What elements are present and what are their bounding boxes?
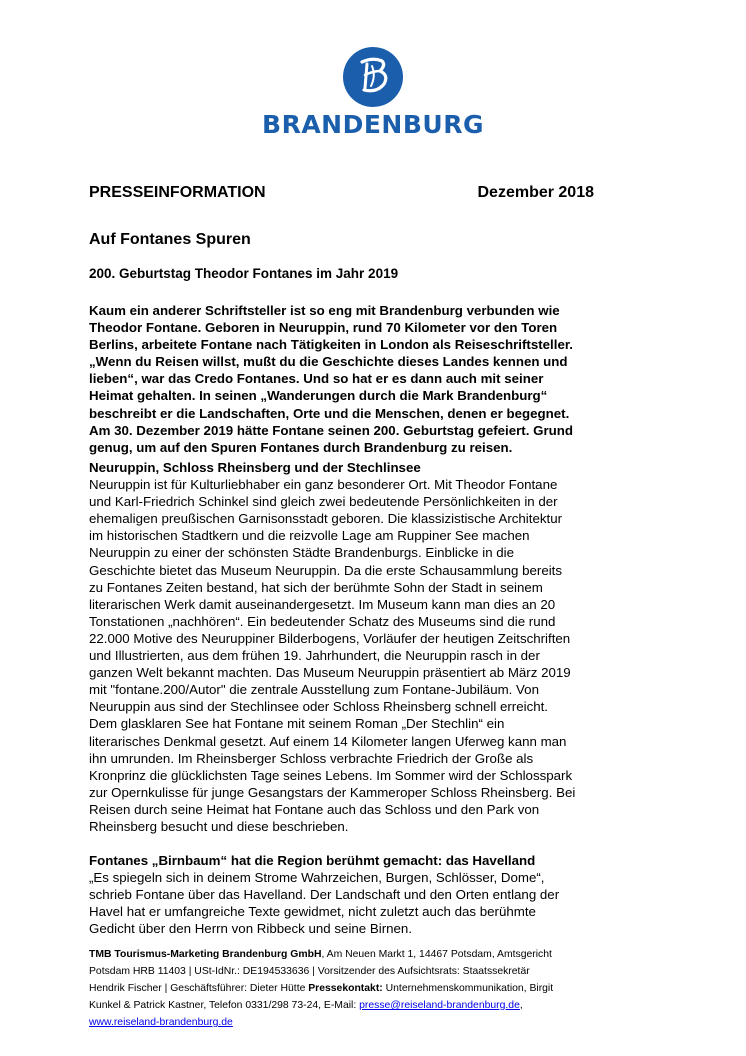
body-line: Neuruppin ist für Kulturliebhaber ein ganz besonderer Ort. Mit Theodor Fontane xyxy=(89,477,558,493)
body-line: mit "fontane.200/Autor" die zentrale Ausstellung zum Fontane-Jubiläum. Von xyxy=(89,682,539,698)
lead-line: genug, um auf den Spuren Fontanes durch Brandenburg zu reisen. xyxy=(89,439,513,455)
body-line: und Illustrierten, aus dem frühen 19. Jahrhundert, die Neuruppin rasch in der xyxy=(89,648,540,664)
footer-website-link[interactable]: www.reiseland-brandenburg.de xyxy=(89,1017,233,1028)
press-label: PRESSEINFORMATION xyxy=(89,184,266,201)
body-line: Gedicht über den Herrn von Ribbeck und seine Birnen. xyxy=(89,921,413,937)
footer-line: Potsdam HRB 11403 | USt-IdNr.: DE194533636 | Vorsitzender des Aufsichtsrats: Staatssekretär xyxy=(89,966,530,977)
lead-line: Kaum ein anderer Schriftsteller ist so eng mit Brandenburg verbunden wie xyxy=(89,303,560,318)
footer-management: Hendrik Fischer | Geschäftsführer: Dieter Hütte xyxy=(89,983,309,994)
body-line: „Es spiegeln sich in deinem Strome Wahrzeichen, Burgen, Schlösser, Dome“, xyxy=(89,870,545,886)
lead-line: Berlins, arbeitete Fontane nach Tätigkeiten in London als Reiseschriftsteller. xyxy=(89,337,573,353)
footer-address: , Am Neuen Markt 1, 14467 Potsdam, Amtsgericht xyxy=(321,949,552,960)
body-line: literarischen Werk damit auseinandergesetzt. Im Museum kann man dies an 20 xyxy=(89,596,556,612)
body-line: 22.000 Motive des Neuruppiner Bilderbogens, Vorläufer der heutigen Zeitschriften xyxy=(89,630,571,646)
lead-line: lieben“, war das Credo Fontanes. Und so hat er es dann auch mit seiner xyxy=(89,371,544,387)
body-line: zu Fontanes Zeiten bestand, hat sich der berühmte Sohn der Stadt in seinem xyxy=(89,579,543,595)
body-line: Dem glasklaren See hat Fontane mit seinem Roman „Der Stechlin“ ein xyxy=(89,716,505,732)
lead-line: „Wenn du Reisen willst, mußt du die Geschichte dieses Landes kennen und xyxy=(89,354,568,370)
body-line: und Karl-Friedrich Schinkel sind gleich zwei bedeutende Persönlichkeiten in der xyxy=(89,494,558,510)
brand-name: BRANDENBURG xyxy=(262,110,484,139)
body-line: Tonstationen „nachhören“. Ein bedeutender Schatz des Museums sind die rund xyxy=(89,613,556,629)
footer-contact: Unternehmenskommunikation, Birgit xyxy=(382,983,554,994)
body-line: Geschichte bietet das Museum Neuruppin. Da die erste Schausammlung bereits xyxy=(89,562,563,578)
footer-imprint xyxy=(89,946,669,1031)
headline: Auf Fontanes Spuren xyxy=(89,231,251,248)
body-line: Neuruppin zu einer der schönsten Städte Brandenburgs. Einblicke in die xyxy=(89,545,515,561)
section-havelland xyxy=(89,852,609,937)
lead-line: Heimat gehalten. In seinen „Wanderungen durch die Mark Brandenburg“ xyxy=(89,388,548,404)
lead-line: Theodor Fontane. Geboren in Neuruppin, rund 70 Kilometer vor den Toren xyxy=(89,320,558,336)
brand-logo xyxy=(0,46,746,139)
footer-press-label: Pressekontakt: xyxy=(308,983,383,994)
footer-company: TMB Tourismus-Marketing Brandenburg GmbH xyxy=(89,949,322,960)
body-line: Reisen durch seine Heimat hat Fontane auch das Schloss und den Park von xyxy=(89,801,540,817)
section-heading: Neuruppin, Schloss Rheinsberg und der Stechlinsee xyxy=(89,460,421,475)
body-line: ihn umrunden. Im Rheinsberger Schloss verbrachte Friedrich der Große als xyxy=(89,750,534,766)
brandenburg-b-logo-icon xyxy=(342,46,404,108)
body-line: Havel hat er umfangreiche Texte gewidmet, nicht zuletzt auch das berühmte xyxy=(89,904,536,920)
section-neuruppin xyxy=(89,459,609,835)
body-line: zur Opernkulisse für junge Gesangstars der Kammeroper Schloss Rheinsberg. Bei xyxy=(89,784,576,800)
footer-line xyxy=(89,997,669,1014)
lead-line: Am 30. Dezember 2019 hätte Fontane seinen 200. Geburtstag gefeiert. Grund xyxy=(89,422,574,438)
body-line: ehemaligen preußischen Garnisonsstadt geboren. Die klassizistische Architektur xyxy=(89,511,563,527)
body-line: literarisches Denkmal gesetzt. Auf einem 14 Kilometer langen Uferweg kann man xyxy=(89,733,567,749)
footer-line xyxy=(89,980,669,997)
body-line: Neuruppin aus sind der Stechlinsee oder Schloss Rheinsberg schnell erreicht. xyxy=(89,699,548,715)
footer-line xyxy=(89,1014,669,1031)
lead-line: beschreibt er die Landschaften, Orte und die Menschen, denen er begegnet. xyxy=(89,405,570,421)
section-heading: Fontanes „Birnbaum“ hat die Region berühmt gemacht: das Havelland xyxy=(89,853,536,868)
body-line: Kronprinz die glücklichsten Tage seines Lebens. Im Sommer wird der Schlosspark xyxy=(89,767,573,783)
lead-paragraph xyxy=(89,302,609,456)
footer-email-link[interactable]: presse@reiseland-brandenburg.de xyxy=(359,1000,520,1011)
press-date: Dezember 2018 xyxy=(477,184,594,201)
footer-line xyxy=(89,946,669,963)
footer-phone: Kunkel & Patrick Kastner, Telefon 0331/298 73-24, E-Mail: xyxy=(89,1000,360,1011)
body-line: schrieb Fontane über das Havelland. Der Landschaft und den Orten entlang der xyxy=(89,887,560,903)
body-line: Rheinsberg besucht und diese beschrieben. xyxy=(89,818,349,834)
body-line: im historischen Stadtkern und die reizvolle Lage am Ruppiner See machen xyxy=(89,528,530,544)
footer-comma: , xyxy=(519,1000,523,1011)
subheadline: 200. Geburtstag Theodor Fontanes im Jahr 2019 xyxy=(89,266,399,281)
body-line: ganzen Welt bekannt machten. Das Museum Neuruppin präsentiert ab März 2019 xyxy=(89,665,571,681)
